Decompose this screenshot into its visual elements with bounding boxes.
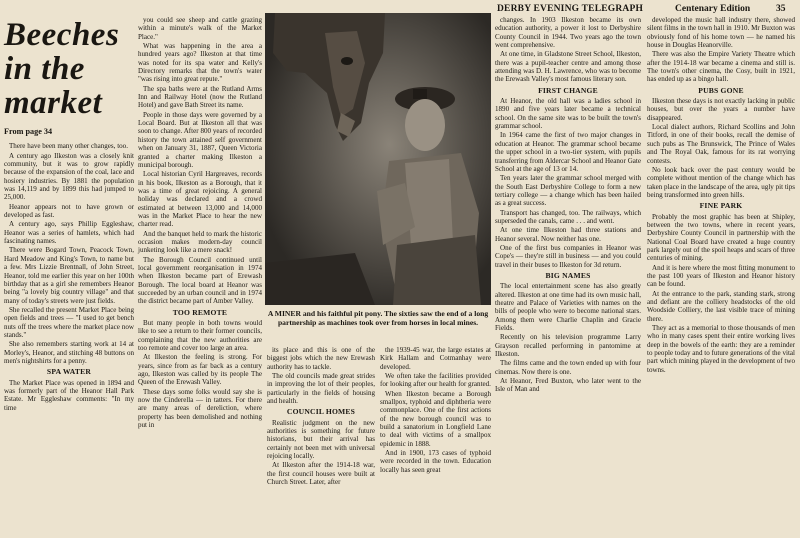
paragraph: She recalled the present Market Place being open fields and trees — "I used to get bench nuts off the trees where the market place now stands." [4,305,134,339]
paragraph: At the entrance to the park, standing stark, strong and defiant are the colliery headstocks of the old Woodside Colliery, the last visible trace of mining there. [647,289,795,323]
paragraph: Ten years later the grammar school merged with the South East Derbyshire College to form a new tertiary college — a change which has been hailed as a great success. [495,174,641,208]
paragraph: But many people in both towns would like to see a return to their former councils, complaining that the new authorities are too remote and cover too large an area. [138,319,262,353]
paragraph: No look back over the past century would be complete without mention of the change which has taken place in the landscape of the area, ugly pit tips being transformed into green hills. [647,165,795,199]
page-number: 35 [776,4,786,14]
paragraph: We often take the facilities provided for looking after our health for granted. [380,372,491,389]
paragraph: The films came and the town ended up with four cinemas. Now there is one. [495,359,641,376]
paragraph: the 1939-45 war, the large estates at Kirk Hallam and Cotmanhay were developed. [380,346,491,371]
headline-line-2: in the [4,51,85,87]
subhead-fine-park: FINE PARK [699,201,743,211]
miner-pit-pony-photo [265,13,491,305]
paragraph: At Heanor, the old hall was a ladies school in 1890 and five years later became a technical school. On the same site was to be built the town's grammar school. [495,97,641,131]
paragraph: Realistic judgment on the new authorities is something for future historians, but their arrival has certainly not been met with universal rejoicing locally. [267,418,375,461]
article-column-3 [267,346,375,488]
paragraph: She also remembers starting work at 14 at Morley's, Heanor, and stitching 48 buttons on men's nightshirts for a penny. [4,340,134,365]
paragraph: They act as a memorial to those thousands of men who in many cases spent their entire working lives deep in the bowels of the earth: they are a reminder to people today and to future generations of the vital part which mining played in the development of two towns. [647,324,795,374]
col5b-body [495,97,641,269]
paragraph: The Borough Council continued until local government reorganisation in 1974 when Ilkeston became part of Erewash Borough. The local board at Heanor was succeeded by an urban council and in 1974 the district became part of Amber Valley. [138,255,262,306]
paragraph: There were Bogard Town, Peacock Town, Hard Meadow and King's Town, to name but a few. Mrs Lizzie Brentnall, of John Street, Heanor, told me earlier this year on her 100th birthday that as a girl she remembers Heanor being "a lovely big country village" and that many of today's streets were just fields. [4,246,134,305]
subhead-big-names: BIG NAMES [545,270,591,280]
subhead-first-change: FIRST CHANGE [538,85,598,95]
paragraph: Heanor appears not to have grown or developed as fast. [4,202,134,220]
article-column-2 [138,16,262,431]
subhead-spa-water: SPA WATER [46,367,92,377]
photo-caption: A MINER and his faithful pit pony. The sixties saw the end of a long partnership as machines took over from horses in local mines. [267,309,489,327]
paragraph: Probably the most graphic has been at Shipley, between the two towns, where in recent years, Derbyshire County Council in partnership with the National Coal Board have created a huge country park largely out of the spoil heaps and scars of three centuries of mining. [647,212,795,263]
paragraph: One of the first bus companies in Heanor was Cope's — they're still in business — and you could travel in their buses to Ilkeston for 3d return. [495,243,641,269]
paragraph: These days some folks would say she is now the Cinderella — in tatters. For there are many areas of dereliction, where property has been demolished and nothing put in [138,387,262,430]
col1-body [4,142,134,365]
paragraph: At Ilkeston the feeling is strong. For years, since from as far back as a century ago, Ilkeston was called by its people The Queen of the Erewash Valley. [138,353,262,387]
paragraph: you could see sheep and cattle grazing within a minute's walk of the Market Place." [138,16,262,41]
paragraph: Ilkeston these days is not exactly lacking in public houses, but over the years a number have disappeared. [647,97,795,122]
paragraph: And in 1900, 173 cases of typhoid were recorded in the town. Education locally has seen great [380,449,491,474]
headline-line-3: market [4,85,103,121]
paragraph: The old councils made great strides in improving the lot of their peoples, particularly in the fields of housing and health. [267,372,375,406]
paragraph: Local historian Cyril Hargreaves, records in his book, Ilkeston as a Borough, that it was a time of great rejoicing. A general holiday was declared and a crowd estimated at between 13,000 and 14,000 was in the Market Place to hear the new charter read. [138,170,262,229]
headline-line-1: Beeches [4,17,120,53]
edition-label: Centenary Edition [675,4,751,14]
paragraph: Transport has changed, too. The railways, which superseded the canals, came . . . and went. [495,208,641,225]
paragraph: In 1964 came the first of two major changes in education at Heanor. The grammar school became the upper school in a two-tier system, with pupils transferring from Aldercar School and Heanor Gate School at the age of 13 or 14. [495,131,641,173]
paragraph: Local dialect authors, Richard Scollins and John Titford, in one of their books, recall the demise of such pubs as The Brunswick, The Prince of Wales and The Royal Oak, famous for its rat worrying contests. [647,123,795,165]
col6c-body [647,213,795,375]
paragraph: What was happening in the area a hundred years ago? Ilkeston at that time was noted for its spa water and Kelly's Directory remarks that the town's water "was rising into great repute." [138,42,262,84]
paragraph: The Market Place was opened in 1894 and was formerly part of the Heanor Hall Park Estate. Mr Eggleshaw comments: "In my time [4,378,134,412]
col6-body [647,16,795,84]
col1b-body [4,379,134,412]
paragraph: At Heanor, Fred Buxton, who later went to the Isle of Man and [495,377,641,394]
paragraph: developed the music hall industry there, showed silent films in the town hall in 1910. Mr Buxton was obviously fond of his home town — he named his house in Douglas Heanorville. [647,16,795,50]
col2b-body [138,319,262,429]
paragraph: A century ago Ilkeston was a closely knit community, but it was to grow rapidly because of the expansion of the coal, lace and hosiery industries. By 1881 the population was 14,119 and by 1899 this had jumped to 25,000. [4,151,134,202]
paragraph: At Ilkeston after the 1914-18 war, the first council houses were built at Church Street. Later, after [267,461,375,487]
col5c-body [495,282,641,393]
col5-body [495,16,641,84]
paragraph: There was also the Empire Variety Theatre which after the 1914-18 war became a cinema and still is. The town's other cinema, the Cosy, built in 1921, has ended up as a bingo hall. [647,50,795,84]
article-column-6 [647,16,795,375]
paragraph: There have been many other changes, too. [9,142,128,151]
paragraph: The local entertainment scene has also greatly altered. Ilkeston at one time had its own music hall, theatre and Palace of Varieties with names on the bills of people who were to become national stars. Among them were Charlie Chaplin and Gracie Fields. [495,282,641,333]
paragraph: People in those days were governed by a Local Board. But at Ilkeston all that was soon to change. After 800 years of recorded history the town attained self government when on January 31, 1887, Queen Victoria granted a charter making Ilkeston a municipal borough. [138,110,262,169]
col3b-body [267,419,375,487]
article-column-5 [495,16,641,395]
article-column-1 [4,16,134,413]
paragraph: A century ago, says Phillip Eggleshaw, Heanor was a series of hamlets, which had fascinating names. [4,220,134,246]
subhead-council-homes: COUNCIL HOMES [286,407,356,417]
col6b-body [647,97,795,199]
paragraph: When Ilkeston became a Borough smallpox, typhoid and diphtheria were commonplace. One of the first actions of the new borough council was to build a sanatorium in Longfield Lane to deal with victims of a smallpox epidemic in 1888. [380,389,491,448]
subhead-too-remote: TOO REMOTE [172,307,228,317]
paragraph: And the banquet held to mark the historic occasion makes modern-day council junketing look like a mere snack! [138,229,262,255]
paragraph: changes. In 1903 Ilkeston became its own education authority, a power it lost to Derbyshire County Council in 1944. Two years ago the town went comprehensive. [495,16,641,50]
col4-body [380,346,491,474]
article-column-4 [380,346,491,475]
paragraph: And it is here where the most fitting monument to the past 100 years of Ilkeston and Heanor history can be found. [647,263,795,289]
paragraph: At one time, in Gladstone Street School, Ilkeston, there was a pupil-teacher centre and among those attending was D. H. Lawrence, who was to become the Erewash Valley's most famous literary son. [495,50,641,84]
paragraph: The spa baths were at the Rutland Arms Inn and Railway Hotel (now the Rutland Hotel) and gave Bath Street its name. [138,84,262,110]
subhead-pubs-gone: PUBS GONE [698,85,744,95]
paragraph: Recently on his television programme Larry Grayson recalled performing in pantomime at Ilkeston. [495,333,641,359]
paragraph: its place and this is one of the biggest jobs which the new Erewash authority has to tackle. [267,346,375,371]
paragraph: At one time Ilkeston had three stations and Heanor several. Now neither has one. [495,226,641,243]
col2-body [138,16,262,306]
headline [4,18,134,120]
newspaper-name: DERBY EVENING TELEGRAPH [497,4,644,14]
col3-body [267,346,375,405]
continued-from: From page 34 [4,127,53,136]
